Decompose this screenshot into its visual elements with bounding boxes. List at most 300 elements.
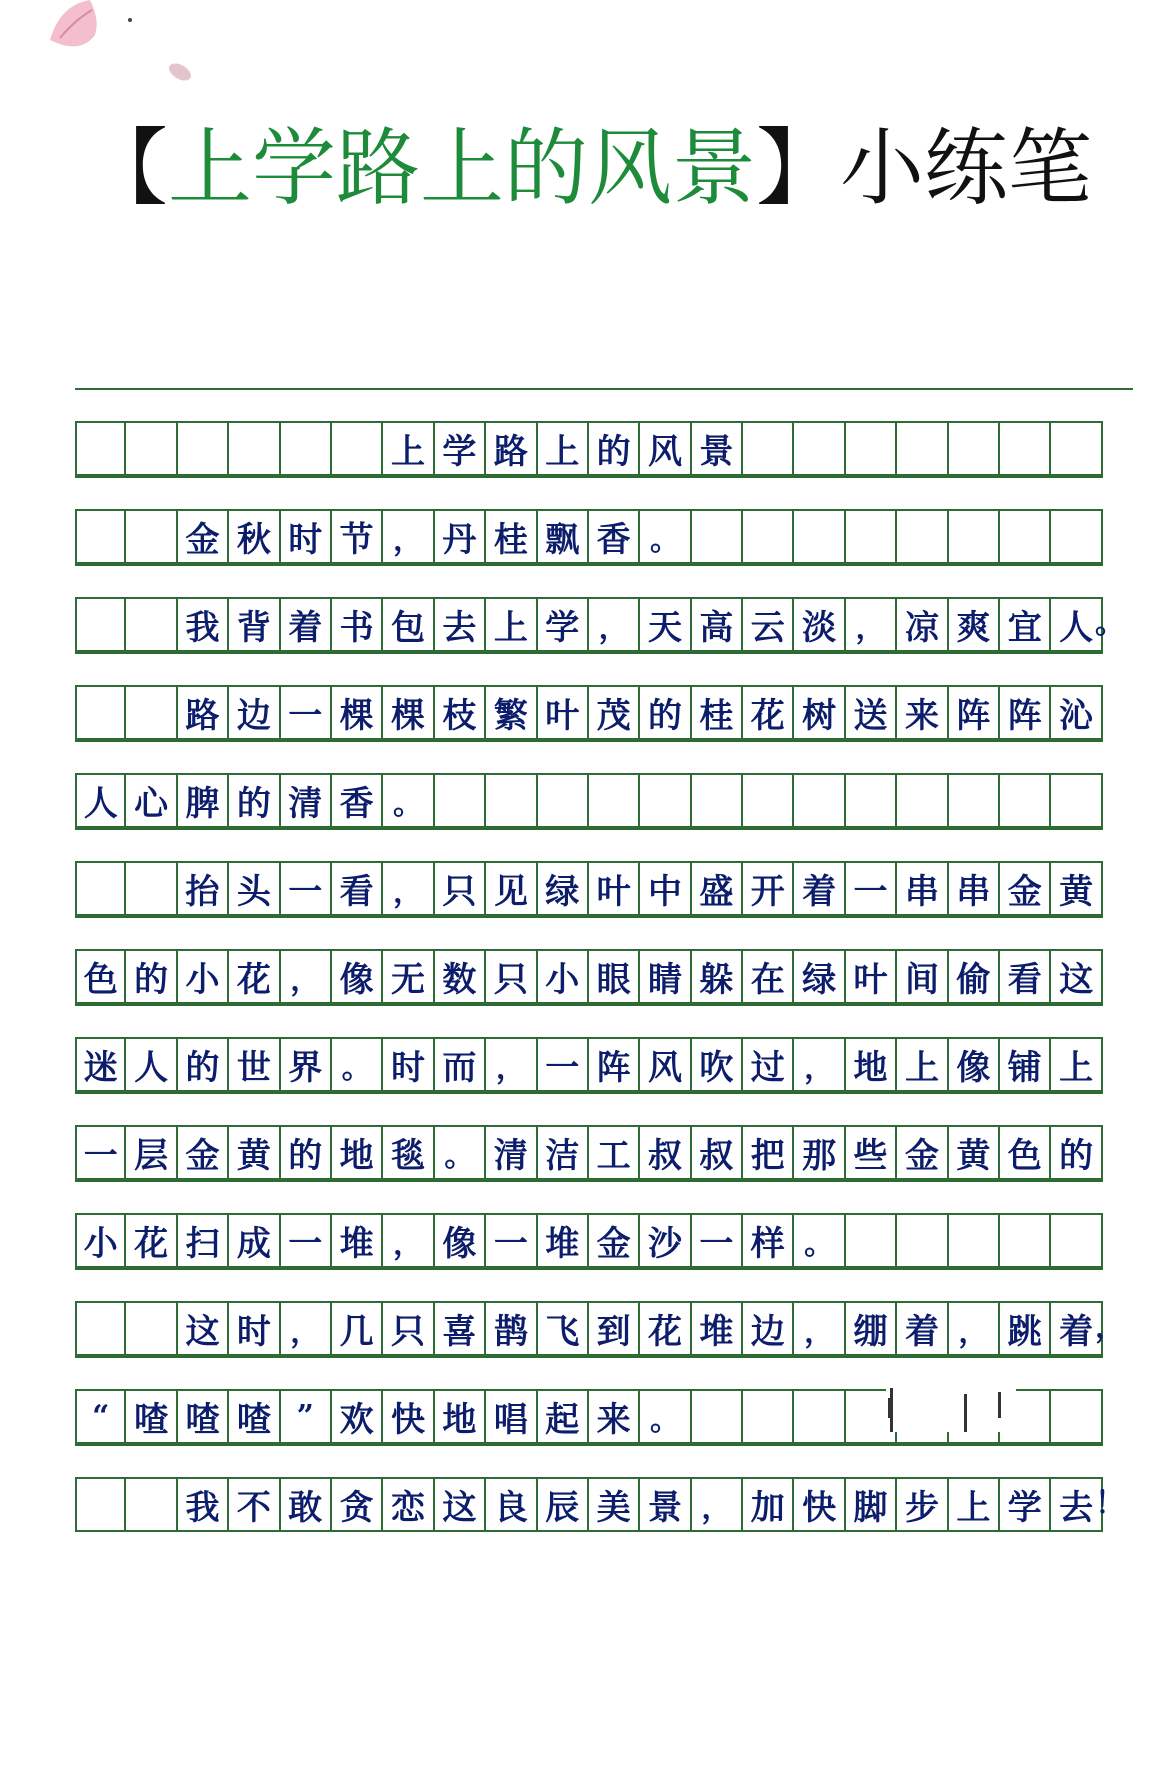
grid-cell: 宜 — [1000, 599, 1051, 650]
grid-cell: 来 — [897, 687, 948, 738]
grid-cell: 头 — [229, 863, 280, 914]
grid-cell: ， — [949, 1303, 1000, 1354]
grid-cell: 人 — [1051, 599, 1102, 650]
grid-cell — [897, 775, 948, 826]
grid-cell — [75, 423, 126, 474]
grid-cell: 的 — [1051, 1127, 1102, 1178]
grid-cell — [794, 775, 845, 826]
grid-cell: 开 — [743, 863, 794, 914]
grid-cell: 高 — [692, 599, 743, 650]
row-cells — [75, 599, 1103, 652]
grid-cell — [949, 511, 1000, 562]
grid-cell — [126, 423, 177, 474]
grid-cell — [743, 423, 794, 474]
grid-cell: 一 — [846, 863, 897, 914]
grid-cell: 脚 — [846, 1479, 897, 1530]
grid-cell: 飘 — [538, 511, 589, 562]
grid-cell: 间 — [897, 951, 948, 1002]
grid-cell — [589, 775, 640, 826]
grid-cell: “ — [75, 1391, 126, 1442]
grid-cell: 黄 — [229, 1127, 280, 1178]
row-cells — [75, 775, 1103, 828]
grid-cell — [75, 863, 126, 914]
grid-cell: 。 — [794, 1215, 845, 1266]
grid-cell — [1000, 775, 1051, 826]
grid-row — [75, 564, 1125, 652]
grid-cell: 花 — [126, 1215, 177, 1266]
grid-cell: 叶 — [538, 687, 589, 738]
grid-cell: 叔 — [640, 1127, 691, 1178]
grid-cell — [743, 511, 794, 562]
grid-cell: 棵 — [383, 687, 434, 738]
grid-cell: 的 — [229, 775, 280, 826]
grid-cell: 些 — [846, 1127, 897, 1178]
grid-cell: 扫 — [178, 1215, 229, 1266]
row-spacer — [75, 1092, 1103, 1127]
grid-cell: 学 — [538, 599, 589, 650]
grid-cell: 时 — [383, 1039, 434, 1090]
grid-cell: 金 — [178, 1127, 229, 1178]
grid-cell — [794, 1391, 845, 1442]
grid-cell: 桂 — [486, 511, 537, 562]
grid-cell: 绿 — [794, 951, 845, 1002]
grid-row — [75, 476, 1103, 564]
grid-cell: ” — [281, 1391, 332, 1442]
grid-cell: ， — [846, 599, 897, 650]
grid-cell: 成 — [229, 1215, 280, 1266]
grid-cell — [1000, 511, 1051, 562]
grid-cell — [332, 423, 383, 474]
grid-cell: 盛 — [692, 863, 743, 914]
row-spacer — [75, 1444, 1103, 1479]
grid-cell: 枝 — [435, 687, 486, 738]
grid-cell: 路 — [486, 423, 537, 474]
row-cells — [75, 423, 1103, 476]
grid-cell — [1051, 511, 1102, 562]
grid-cell: 节 — [332, 511, 383, 562]
grid-cell: 景 — [692, 423, 743, 474]
grid-cell: ， — [281, 951, 332, 1002]
grid-cell: 花 — [229, 951, 280, 1002]
grid-cell: 书 — [332, 599, 383, 650]
grid-cell — [538, 775, 589, 826]
grid-cell: 树 — [794, 687, 845, 738]
grid-cell — [846, 511, 897, 562]
grid-cell: 边 — [229, 687, 280, 738]
grid-cell: ， — [794, 1303, 845, 1354]
grid-cell: 睛 — [640, 951, 691, 1002]
grid-row — [75, 652, 1103, 740]
grid-cell: 敢 — [281, 1479, 332, 1530]
grid-cell: 数 — [435, 951, 486, 1002]
grid-cell: 路 — [178, 687, 229, 738]
grid-cell: 我 — [178, 599, 229, 650]
grid-cell: 花 — [640, 1303, 691, 1354]
grid-cell: 的 — [640, 687, 691, 738]
grid-cell: 在 — [743, 951, 794, 1002]
grid-cell: 这 — [1051, 951, 1102, 1002]
row-spacer — [75, 916, 1103, 951]
grid-row — [75, 1444, 1125, 1532]
margin-punctuation: ！ — [1095, 1486, 1125, 1521]
grid-cell — [692, 775, 743, 826]
grid-cell: 脾 — [178, 775, 229, 826]
grid-cell — [281, 423, 332, 474]
margin-punctuation: ， — [1095, 1310, 1125, 1345]
grid-cell: ， — [692, 1479, 743, 1530]
grid-cell: 喜 — [435, 1303, 486, 1354]
row-spacer — [75, 476, 1103, 511]
title-open-bracket: 【 — [83, 119, 168, 217]
grid-cell: 香 — [589, 511, 640, 562]
grid-cell: 金 — [1000, 863, 1051, 914]
grid-cell: 人 — [75, 775, 126, 826]
grid-row — [75, 388, 1103, 476]
row-spacer — [75, 1004, 1103, 1039]
grid-cell: 铺 — [1000, 1039, 1051, 1090]
grid-cell: 。 — [332, 1039, 383, 1090]
grid-cell: 世 — [229, 1039, 280, 1090]
row-cells — [75, 1479, 1103, 1532]
grid-cell: ， — [281, 1303, 332, 1354]
grid-cell: 层 — [126, 1127, 177, 1178]
grid-cell: 良 — [486, 1479, 537, 1530]
grid-cell: 喳 — [178, 1391, 229, 1442]
grid-cell: ， — [383, 863, 434, 914]
grid-cell: ， — [589, 599, 640, 650]
grid-cell — [640, 775, 691, 826]
grid-cell: ， — [383, 1215, 434, 1266]
grid-cell: 一 — [538, 1039, 589, 1090]
grid-cell: 吹 — [692, 1039, 743, 1090]
grid-cell: 只 — [435, 863, 486, 914]
grid-cell — [126, 863, 177, 914]
grid-row — [75, 1004, 1103, 1092]
page-title — [0, 118, 1176, 218]
grid-cell: 跳 — [1000, 1303, 1051, 1354]
row-cells — [75, 1039, 1103, 1092]
grid-cell: 上 — [897, 1039, 948, 1090]
row-spacer — [75, 388, 1103, 423]
grid-cell: 像 — [435, 1215, 486, 1266]
margin-punctuation: 。 — [1095, 606, 1125, 641]
row-cells — [75, 687, 1103, 740]
grid-cell: 贪 — [332, 1479, 383, 1530]
grid-cell: 金 — [178, 511, 229, 562]
grid-cell: 样 — [743, 1215, 794, 1266]
grid-cell: 景 — [640, 1479, 691, 1530]
grid-cell: 把 — [743, 1127, 794, 1178]
grid-cell — [126, 1479, 177, 1530]
row-cells — [75, 951, 1103, 1004]
grid-cell — [178, 423, 229, 474]
grid-cell — [846, 423, 897, 474]
row-spacer — [75, 652, 1103, 687]
grid-cell: 地 — [435, 1391, 486, 1442]
grid-cell: 那 — [794, 1127, 845, 1178]
grid-cell: 送 — [846, 687, 897, 738]
grid-cell — [75, 599, 126, 650]
grid-cell: 迷 — [75, 1039, 126, 1090]
grid-cell: 一 — [281, 863, 332, 914]
grid-cell: 眼 — [589, 951, 640, 1002]
grid-cell: 着 — [897, 1303, 948, 1354]
grid-cell: 美 — [589, 1479, 640, 1530]
grid-cell: 心 — [126, 775, 177, 826]
grid-cell: 去 — [1051, 1479, 1102, 1530]
grid-cell — [692, 1391, 743, 1442]
grid-cell: 秋 — [229, 511, 280, 562]
grid-cell — [949, 423, 1000, 474]
grid-cell: 无 — [383, 951, 434, 1002]
grid-cell — [1051, 423, 1102, 474]
row-spacer — [75, 564, 1103, 599]
grid-cell: 天 — [640, 599, 691, 650]
grid-cell — [1051, 1391, 1102, 1442]
grid-cell: 堆 — [692, 1303, 743, 1354]
grid-cell — [743, 1391, 794, 1442]
grid-cell — [126, 1303, 177, 1354]
grid-cell: 上 — [1051, 1039, 1102, 1090]
grid-cell: 喳 — [229, 1391, 280, 1442]
grid-cell: 堆 — [332, 1215, 383, 1266]
grid-cell: 的 — [126, 951, 177, 1002]
grid-cell — [897, 511, 948, 562]
grid-cell: 。 — [435, 1127, 486, 1178]
grid-cell: 一 — [75, 1127, 126, 1178]
grid-cell: 几 — [332, 1303, 383, 1354]
grid-cell — [75, 687, 126, 738]
grid-cell: 丹 — [435, 511, 486, 562]
grid-cell: 中 — [640, 863, 691, 914]
grid-cell — [846, 775, 897, 826]
grid-cell: 看 — [1000, 951, 1051, 1002]
grid-cell: 像 — [949, 1039, 1000, 1090]
grid-cell: 快 — [794, 1479, 845, 1530]
row-spacer — [75, 1180, 1103, 1215]
grid-cell: 界 — [281, 1039, 332, 1090]
grid-cell: 金 — [589, 1215, 640, 1266]
grid-cell — [846, 1215, 897, 1266]
grid-cell: 时 — [281, 511, 332, 562]
grid-cell: ， — [794, 1039, 845, 1090]
grid-cell: 毯 — [383, 1127, 434, 1178]
title-suffix: 小练笔 — [840, 119, 1093, 217]
grid-cell: 上 — [949, 1479, 1000, 1530]
grid-cell: 看 — [332, 863, 383, 914]
grid-cell: 色 — [1000, 1127, 1051, 1178]
grid-cell: 上 — [486, 599, 537, 650]
grid-cell: 地 — [332, 1127, 383, 1178]
row-cells — [75, 1127, 1103, 1180]
grid-cell: 来 — [589, 1391, 640, 1442]
grid-cell: 阵 — [1000, 687, 1051, 738]
grid-cell — [1000, 423, 1051, 474]
row-cells — [75, 863, 1103, 916]
grid-cell: 色 — [75, 951, 126, 1002]
grid-cell — [794, 423, 845, 474]
grid-cell: 我 — [178, 1479, 229, 1530]
grid-cell — [486, 775, 537, 826]
grid-cell: 唱 — [486, 1391, 537, 1442]
grid-cell — [692, 511, 743, 562]
grid-cell — [75, 511, 126, 562]
grid-row — [75, 1180, 1103, 1268]
grid-cell: 学 — [1000, 1479, 1051, 1530]
grid-cell: 花 — [743, 687, 794, 738]
grid-cell: 只 — [486, 951, 537, 1002]
petal-decoration — [40, 0, 210, 90]
grid-cell: 。 — [640, 1391, 691, 1442]
grid-cell: 爽 — [949, 599, 1000, 650]
grid-cell: 叶 — [846, 951, 897, 1002]
grid-cell: 清 — [486, 1127, 537, 1178]
grid-cell: 不 — [229, 1479, 280, 1530]
grid-cell: 上 — [383, 423, 434, 474]
grid-cell: 的 — [178, 1039, 229, 1090]
grid-cell: 棵 — [332, 687, 383, 738]
grid-cell: 喳 — [126, 1391, 177, 1442]
grid-cell: 一 — [692, 1215, 743, 1266]
grid-row — [75, 916, 1103, 1004]
grid-cell: 鹊 — [486, 1303, 537, 1354]
grid-cell: 见 — [486, 863, 537, 914]
grid-cell: 金 — [897, 1127, 948, 1178]
grid-cell — [949, 1215, 1000, 1266]
grid-cell: 过 — [743, 1039, 794, 1090]
grid-row — [75, 1092, 1103, 1180]
grid-cell: 一 — [281, 687, 332, 738]
grid-cell — [1051, 1215, 1102, 1266]
grid-cell: ， — [383, 511, 434, 562]
grid-cell: 沙 — [640, 1215, 691, 1266]
grid-cell — [126, 511, 177, 562]
grid-cell: 着 — [281, 599, 332, 650]
scribble-mark — [886, 1388, 1016, 1432]
grid-cell: 小 — [538, 951, 589, 1002]
grid-cell — [75, 1303, 126, 1354]
grid-cell: 背 — [229, 599, 280, 650]
grid-cell: 一 — [281, 1215, 332, 1266]
grid-cell: 抬 — [178, 863, 229, 914]
grid-cell — [75, 1479, 126, 1530]
grid-cell — [1000, 1215, 1051, 1266]
grid-row — [75, 740, 1103, 828]
grid-cell: 飞 — [538, 1303, 589, 1354]
grid-cell: 时 — [229, 1303, 280, 1354]
grid-cell: 风 — [640, 1039, 691, 1090]
grid-cell: ， — [486, 1039, 537, 1090]
grid-cell: 工 — [589, 1127, 640, 1178]
grid-cell: 恋 — [383, 1479, 434, 1530]
grid-row — [75, 1268, 1125, 1356]
row-spacer — [75, 740, 1103, 775]
grid-cell: 学 — [435, 423, 486, 474]
writing-grid — [75, 388, 1125, 1532]
grid-cell: 边 — [743, 1303, 794, 1354]
grid-cell: 风 — [640, 423, 691, 474]
grid-cell — [1051, 775, 1102, 826]
grid-cell — [435, 775, 486, 826]
row-cells — [75, 1215, 1103, 1268]
title-main: 上学路上的风景 — [167, 119, 756, 217]
grid-cell: 人 — [126, 1039, 177, 1090]
grid-cell: 到 — [589, 1303, 640, 1354]
grid-cell: 偷 — [949, 951, 1000, 1002]
grid-cell: 茂 — [589, 687, 640, 738]
row-cells — [75, 511, 1103, 564]
grid-cell: 而 — [435, 1039, 486, 1090]
grid-cell: 小 — [75, 1215, 126, 1266]
grid-cell: 云 — [743, 599, 794, 650]
grid-cell: 淡 — [794, 599, 845, 650]
grid-cell: 绷 — [846, 1303, 897, 1354]
grid-cell: 起 — [538, 1391, 589, 1442]
title-close-bracket: 】 — [756, 119, 841, 217]
grid-cell: 去 — [435, 599, 486, 650]
grid-cell: 躲 — [692, 951, 743, 1002]
grid-cell: 地 — [846, 1039, 897, 1090]
grid-cell: 像 — [332, 951, 383, 1002]
grid-cell: 。 — [383, 775, 434, 826]
grid-cell — [897, 1215, 948, 1266]
grid-cell: 黄 — [949, 1127, 1000, 1178]
grid-cell: 香 — [332, 775, 383, 826]
grid-cell: 一 — [486, 1215, 537, 1266]
grid-cell — [794, 511, 845, 562]
grid-cell: 着 — [1051, 1303, 1102, 1354]
grid-cell: 包 — [383, 599, 434, 650]
grid-cell: 绿 — [538, 863, 589, 914]
grid-cell: 步 — [897, 1479, 948, 1530]
grid-cell: 桂 — [692, 687, 743, 738]
grid-cell: 凉 — [897, 599, 948, 650]
grid-cell: 清 — [281, 775, 332, 826]
grid-cell — [126, 599, 177, 650]
grid-cell: 沁 — [1051, 687, 1102, 738]
row-spacer — [75, 828, 1103, 863]
grid-cell: 只 — [383, 1303, 434, 1354]
grid-cell — [743, 775, 794, 826]
grid-cell: 串 — [949, 863, 1000, 914]
grid-cell: 这 — [178, 1303, 229, 1354]
grid-cell: 阵 — [589, 1039, 640, 1090]
grid-cell: 堆 — [538, 1215, 589, 1266]
grid-cell: 串 — [897, 863, 948, 914]
grid-cell: 。 — [640, 511, 691, 562]
grid-cell: 欢 — [332, 1391, 383, 1442]
grid-cell: 的 — [281, 1127, 332, 1178]
grid-cell: 着 — [794, 863, 845, 914]
grid-cell: 小 — [178, 951, 229, 1002]
grid-cell: 上 — [538, 423, 589, 474]
grid-cell: 黄 — [1051, 863, 1102, 914]
grid-cell: 辰 — [538, 1479, 589, 1530]
row-spacer — [75, 1268, 1103, 1303]
grid-cell — [897, 423, 948, 474]
grid-cell: 的 — [589, 423, 640, 474]
grid-cell — [229, 423, 280, 474]
grid-cell: 阵 — [949, 687, 1000, 738]
grid-cell: 洁 — [538, 1127, 589, 1178]
grid-cell: 这 — [435, 1479, 486, 1530]
grid-row — [75, 828, 1103, 916]
grid-cell: 叶 — [589, 863, 640, 914]
grid-cell — [949, 775, 1000, 826]
grid-cell: 叔 — [692, 1127, 743, 1178]
grid-cell: 加 — [743, 1479, 794, 1530]
grid-cell — [126, 687, 177, 738]
